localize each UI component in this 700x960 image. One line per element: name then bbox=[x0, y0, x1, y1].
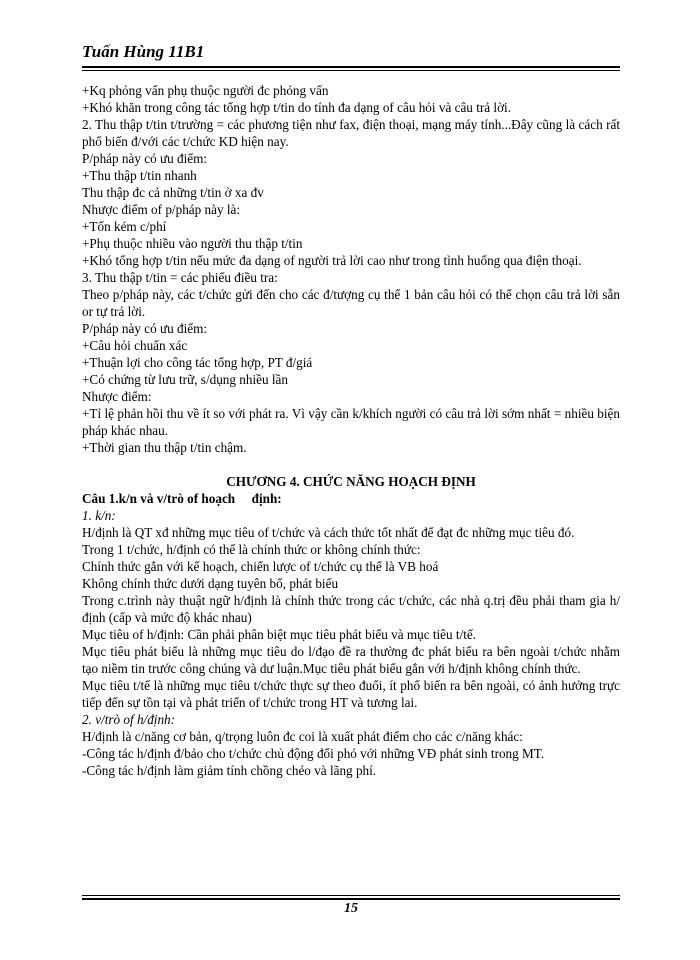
text-paragraph: Mục tiêu phát biểu là những mục tiêu do l/đạo đề ra thường đc phát biểu ra bên ngoài t/chức nhằm tạo niềm tin trước công chúng và dư luận.Mục tiêu phát biểu gắn với h/định không chính thức. bbox=[82, 644, 620, 676]
section-heading: 2. v/trò of h/định: bbox=[82, 712, 176, 727]
header-rule-thin bbox=[82, 70, 620, 71]
text-paragraph: Theo p/pháp này, các t/chức gửi đến cho các đ/tượng cụ thể 1 bản câu hỏi có thể chọn câu trả lời sẵn or tự trả lời. bbox=[82, 287, 620, 319]
text-line: Nhược điểm of p/pháp này là: bbox=[82, 202, 241, 217]
text-line: Chính thức gắn với kế hoạch, chiến lược of t/chức cụ thể là VB hoá bbox=[82, 559, 439, 574]
text-line: +Thời gian thu thập t/tin chậm. bbox=[82, 440, 247, 455]
text-line: 3. Thu thập t/tin = các phiếu điều tra: bbox=[82, 270, 278, 285]
page-header bbox=[82, 42, 620, 62]
header-title: Tuấn Hùng 11B1 bbox=[82, 42, 205, 61]
text-line: +Tốn kém c/phí bbox=[82, 219, 167, 234]
text-line: P/pháp này có ưu điểm: bbox=[82, 151, 208, 166]
text-line: Thu thập đc cả những t/tin ở xa đv bbox=[82, 185, 264, 200]
text-line: +Phụ thuộc nhiều vào người thu thập t/tin bbox=[82, 236, 303, 251]
text-paragraph: +Khó tổng hợp t/tin nếu mức đa dạng of người trả lời cao như trong tình huống qua điện thoại. bbox=[82, 253, 582, 268]
text-line: +Câu hỏi chuẩn xác bbox=[82, 338, 188, 353]
document-body bbox=[82, 82, 620, 779]
text-line: H/định là c/năng cơ bản, q/trọng luôn đc coi là xuất phát điểm cho các c/năng khác: bbox=[82, 729, 523, 744]
text-paragraph: +Tỉ lệ phản hồi thu về ít so với phát ra. Vì vậy cần k/khích người có câu trả lời sớm nhất = nhiều biện pháp khác nhau. bbox=[82, 406, 620, 438]
text-line: Trong 1 t/chức, h/định có thể là chính thức or không chính thức: bbox=[82, 542, 421, 557]
question-heading: Câu 1.k/n và v/trò of hoạch định: bbox=[82, 491, 282, 506]
text-paragraph: 2. Thu thập t/tin t/trường = các phương tiện như fax, điện thoại, mạng máy tính...Đây cũng là cách rất phổ biến đ/với các t/chức KD hiện nay. bbox=[82, 117, 620, 149]
text-line: Không chính thức dưới dạng tuyên bố, phát biểu bbox=[82, 576, 339, 591]
footer-rule-thick bbox=[82, 898, 620, 900]
footer-rule-thin bbox=[82, 895, 620, 896]
chapter-heading: CHƯƠNG 4. CHỨC NĂNG HOẠCH ĐỊNH bbox=[226, 474, 476, 489]
page-number: 15 bbox=[344, 901, 358, 916]
text-line: +Thuận lợi cho công tác tổng hợp, PT đ/giá bbox=[82, 355, 313, 370]
text-line: Nhược điểm: bbox=[82, 389, 152, 404]
section-heading: 1. k/n: bbox=[82, 508, 116, 523]
text-line: +Thu thập t/tin nhanh bbox=[82, 168, 197, 183]
text-paragraph: H/định là QT xđ những mục tiêu of t/chức và cách thức tốt nhất để đạt đc những mục tiêu đó. bbox=[82, 525, 575, 540]
text-line: +Có chứng từ lưu trữ, s/dụng nhiều lần bbox=[82, 372, 288, 387]
text-line: +Kq phỏng vấn phụ thuộc người đc phỏng vấn bbox=[82, 83, 329, 98]
text-line: +Khó khăn trong công tác tổng hợp t/tin do tính đa dạng of câu hỏi và câu trả lời. bbox=[82, 100, 511, 115]
text-line: Mục tiêu of h/định: Cần phải phân biệt mục tiêu phát biểu và mục tiêu t/tế. bbox=[82, 627, 477, 642]
text-paragraph: Mục tiêu t/tế là những mục tiêu t/chức thực sự theo đuổi, ít phổ biến ra bên ngoài, có ảnh hưởng trực tiếp đến sự tồn tại và phát triển of t/chức trong HT và tương lai. bbox=[82, 678, 620, 710]
header-rule-thick bbox=[82, 66, 620, 68]
text-paragraph: Trong c.trình này thuật ngữ h/định là chính thức trong các t/chức, các nhà q.trị đều phải tham gia h/định (cấp và mức độ khác nhau) bbox=[82, 593, 620, 625]
text-line: -Công tác h/định làm giảm tính chồng chéo và lãng phí. bbox=[82, 763, 377, 778]
text-paragraph: -Công tác h/định đ/bảo cho t/chức chủ động đối phó với những VĐ phát sinh trong MT. bbox=[82, 746, 545, 761]
text-line: P/pháp này có ưu điểm: bbox=[82, 321, 208, 336]
